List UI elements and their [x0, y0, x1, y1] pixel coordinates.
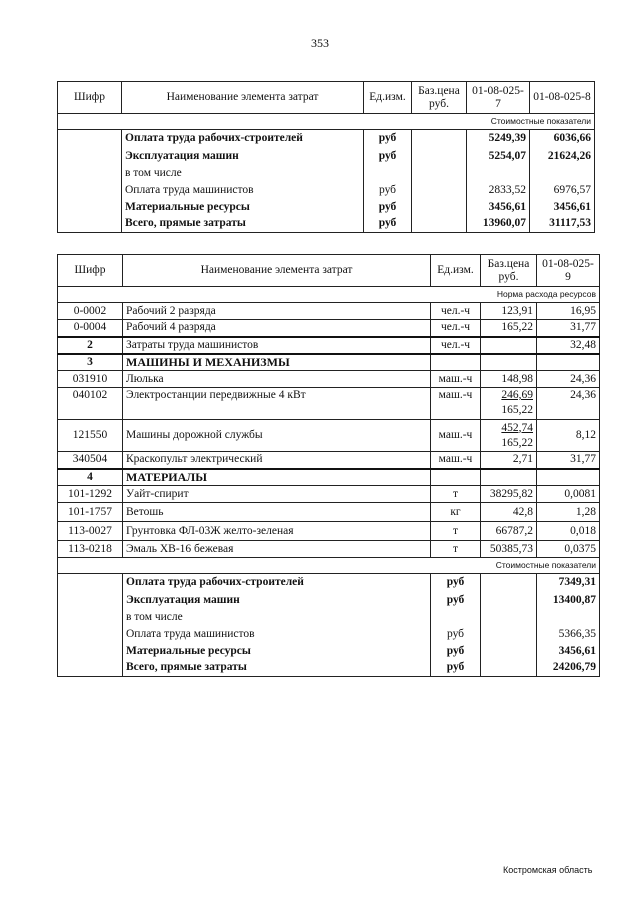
norm-label-row	[58, 287, 600, 303]
table-row: Материальные ресурсы руб 3456,61	[58, 643, 600, 660]
section-label: Стоимостные показатели	[58, 114, 595, 130]
header-base-price: Баз.цена руб.	[412, 82, 467, 114]
section-label-row	[58, 114, 595, 130]
table-row: Оплата труда рабочих-строителей руб 5249,39 6036,66	[58, 130, 595, 148]
table-row: 2 Затраты труда машинистов чел.-ч 32,48	[58, 337, 600, 354]
page-number: 353	[311, 36, 329, 50]
header-unit: Ед.изм.	[431, 255, 481, 287]
table-row: Оплата труда машинистов руб 2833,52 6976,57	[58, 182, 595, 199]
cost-table-2	[57, 254, 600, 677]
table-row: в том числе	[58, 165, 595, 182]
header-name: Наименование элемента затрат	[123, 255, 431, 287]
table1-header-row	[58, 82, 595, 114]
table-row: Оплата труда машинистов руб 5366,35	[58, 626, 600, 643]
section-row-materials: 4 МАТЕРИАЛЫ	[58, 469, 600, 486]
table-row: Эксплуатация машин руб 13400,87	[58, 592, 600, 609]
norm-label: Норма расхода ресурсов	[58, 287, 600, 303]
header-col-8: 01-08-025-8	[530, 82, 595, 114]
cost-table-1	[57, 81, 595, 233]
table-row: 0-0004 Рабочий 4 разряда чел.-ч 165,22 31,77	[58, 320, 600, 337]
header-base-price: Баз.цена руб.	[481, 255, 537, 287]
table-row: 113-0027 Грунтовка ФЛ-03Ж желто-зеленая т 66787,2 0,018	[58, 522, 600, 541]
table-row: 113-0218 Эмаль ХВ-16 бежевая т 50385,73 0,0375	[58, 541, 600, 558]
table-row: 121550 Машины дорожной службы маш.-ч 452,74 165,22 8,12	[58, 420, 600, 452]
table-row: Всего, прямые затраты руб 13960,07 31117,53	[58, 216, 595, 233]
cost-label: Стоимостные показатели	[58, 558, 600, 574]
header-code: Шифр	[58, 82, 122, 114]
table-row: в том числе	[58, 609, 600, 626]
header-col-7: 01-08-025-7	[467, 82, 530, 114]
header-name: Наименование элемента затрат	[122, 82, 364, 114]
table-row: 101-1292 Уайт-спирит т 38295,82 0,0081	[58, 486, 600, 503]
table-row: Оплата труда рабочих-строителей руб 7349,31	[58, 574, 600, 592]
table-row: 040102 Электростанции передвижные 4 кВт маш.-ч 246,69 165,22 24,36	[58, 388, 600, 420]
table-row: Всего, прямые затраты руб 24206,79	[58, 660, 600, 677]
header-unit: Ед.изм.	[364, 82, 412, 114]
table-row: 0-0002 Рабочий 2 разряда чел.-ч 123,91 16,95	[58, 303, 600, 320]
table-row: 340504 Краскопульт электрический маш.-ч 2,71 31,77	[58, 452, 600, 469]
table-row: 031910 Люлька маш.-ч 148,98 24,36	[58, 371, 600, 388]
table-row: Материальные ресурсы руб 3456,61 3456,61	[58, 199, 595, 216]
header-code: Шифр	[58, 255, 123, 287]
table-row: 101-1757 Ветошь кг 42,8 1,28	[58, 503, 600, 522]
table-row: Эксплуатация машин руб 5254,07 21624,26	[58, 148, 595, 165]
table2-header-row	[58, 255, 600, 287]
header-col-9: 01-08-025-9	[537, 255, 600, 287]
section-row-machines: 3 МАШИНЫ И МЕХАНИЗМЫ	[58, 354, 600, 371]
footer-region: Костромская область	[503, 865, 593, 875]
cost-label-row	[58, 558, 600, 574]
